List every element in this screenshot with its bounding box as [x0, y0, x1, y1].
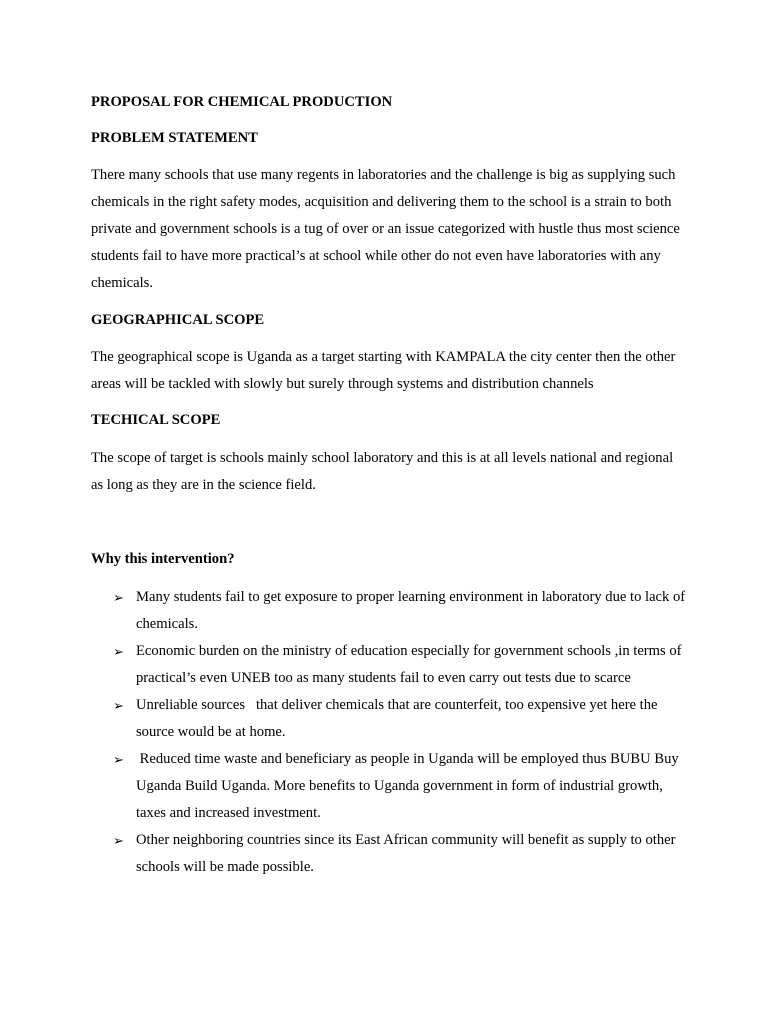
problem-statement-paragraph: There many schools that use many regents in laboratories and the challenge is big as supplying such chemicals in the right safety modes, acquisition and delivering them to the school is a strain to both private and government schools is a tug of over or an issue categorized with hustle thus most science students fail to have more practical’s at school while other do not even have laboratories with any chemicals. — [91, 167, 680, 291]
arrow-bullet-icon: ➢ — [113, 752, 124, 767]
list-item — [91, 638, 691, 692]
problem-statement-heading: PROBLEM STATEMENT — [91, 130, 258, 146]
list-item-text: Unreliable sources that deliver chemicals that are counterfeit, too expensive yet here the source would be at home. — [136, 697, 662, 740]
list-item-text: Economic burden on the ministry of education especially for government schools ,in terms of practical’s even UNEB too as many students fail to even carry out tests due to scarce — [136, 643, 682, 686]
list-item — [91, 746, 691, 827]
list-item-text: Reduced time waste and beneficiary as people in Uganda will be employed thus BUBU Buy Uganda Build Uganda. More benefits to Uganda government in form of industrial growth, taxes and increased investment. — [136, 751, 683, 821]
list-item — [91, 584, 691, 638]
geographical-scope-paragraph: The geographical scope is Uganda as a target starting with KAMPALA the city center then the other areas will be tackled with slowly but surely through systems and distribution channels — [91, 349, 676, 392]
arrow-bullet-icon: ➢ — [113, 590, 124, 605]
geographical-scope-heading: GEOGRAPHICAL SCOPE — [91, 312, 265, 328]
list-item — [91, 827, 691, 881]
arrow-bullet-icon: ➢ — [113, 833, 124, 848]
arrow-bullet-icon: ➢ — [113, 644, 124, 659]
why-intervention-heading: Why this intervention? — [91, 551, 235, 567]
technical-scope-heading: TECHICAL SCOPE — [91, 412, 221, 428]
list-item-text: Other neighboring countries since its East African community will benefit as supply to other schools will be made possible. — [136, 832, 676, 875]
document-title: PROPOSAL FOR CHEMICAL PRODUCTION — [91, 94, 393, 110]
arrow-bullet-icon: ➢ — [113, 698, 124, 713]
technical-scope-paragraph: The scope of target is schools mainly school laboratory and this is at all levels national and regional as long as they are in the science field. — [91, 450, 674, 493]
list-item — [91, 692, 691, 746]
intervention-list — [91, 584, 691, 881]
list-item-text: Many students fail to get exposure to proper learning environment in laboratory due to lack of chemicals. — [136, 589, 686, 632]
